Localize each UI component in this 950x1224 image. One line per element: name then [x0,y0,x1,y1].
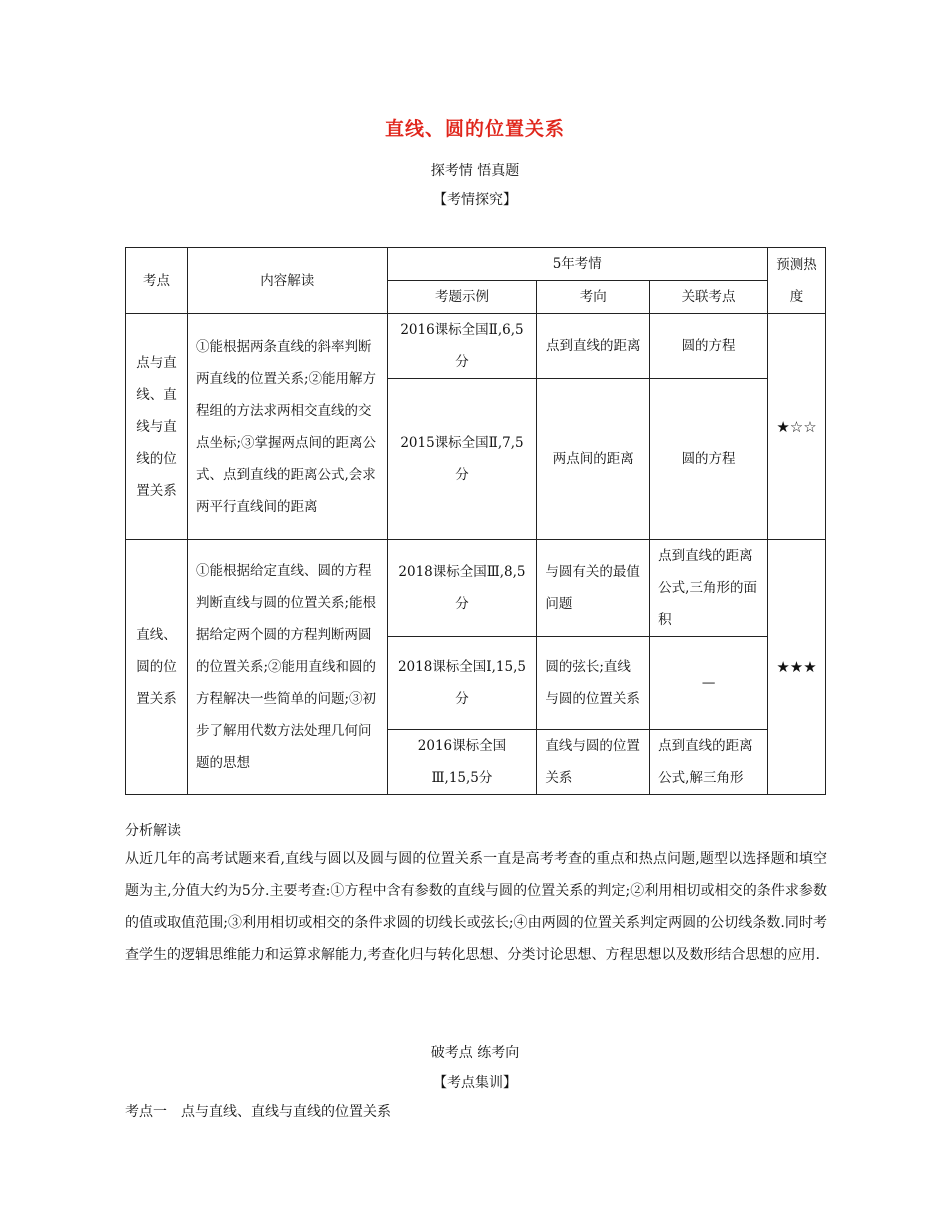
analysis-label: 分析解读 [125,823,181,839]
direction-cell: 圆的弦长;直线与圆的位置关系 [537,637,650,730]
kaodian-cell: 点与直线、直线与直线的位置关系 [126,314,188,540]
heat-rating: ★☆☆ [767,314,825,540]
section2-label: 【考点集训】 [433,1075,517,1091]
example-cell: 2018课标全国Ⅰ,15,5分 [387,637,537,730]
related-cell: 点到直线的距离公式,解三角形 [650,730,768,795]
table-row [126,540,826,637]
direction-cell: 与圆有关的最值问题 [537,540,650,637]
direction-cell: 点到直线的距离 [537,314,650,379]
related-cell: 点到直线的距离公式,三角形的面积 [650,540,768,637]
header-example: 考题示例 [387,281,537,314]
page-title: 直线、圆的位置关系 [384,118,565,140]
header-neirong: 内容解读 [187,248,387,314]
neirong-cell: ①能根据给定直线、圆的方程判断直线与圆的位置关系;能根据给定两个圆的方程判断两圆的位置关系;②能用直线和圆的方程解决一些简单的问题;③初步了解用代数方法处理几何问题的思想 [187,540,387,795]
example-cell: 2016课标全国Ⅲ,15,5分 [387,730,537,795]
kaodian-cell: 直线、圆的位置关系 [126,540,188,795]
kaodian-heading: 考点一 点与直线、直线与直线的位置关系 [125,1104,391,1120]
related-cell: 圆的方程 [650,314,768,379]
direction-cell: 直线与圆的位置关系 [537,730,650,795]
related-cell: 圆的方程 [650,379,768,540]
example-cell: 2018课标全国Ⅲ,8,5分 [387,540,537,637]
related-cell: — [650,637,768,730]
exam-analysis-table [125,247,826,795]
header-heat: 预测热度 [767,248,825,314]
table-header-row [126,248,826,281]
example-cell: 2015课标全国Ⅱ,7,5分 [387,379,537,540]
heat-rating: ★★★ [767,540,825,795]
header-related: 关联考点 [650,281,768,314]
header-five-year: 5年考情 [387,248,767,281]
section2-title: 破考点 练考向 [430,1045,520,1061]
header-kaodian: 考点 [126,248,188,314]
header-direction: 考向 [537,281,650,314]
table-row [126,314,826,379]
analysis-text: 从近几年的高考试题来看,直线与圆以及圆与圆的位置关系一直是高考考查的重点和热点问题,题型以选择题和填空题为主,分值大约为5分.主要考查:①方程中含有参数的直线与圆的位置关系的判定;②利用相切或相交的条件求参数的值或取值范围;③利用相切或相交的条件求圆的切线长或弦长;④由两圆的位置关系判定两圆的公切线条数.同时考查学生的逻辑思维能力和运算求解能力,考查化归与转化思想、分类讨论思想、方程思想以及数形结合思想的应用. [125,851,827,963]
neirong-cell: ①能根据两条直线的斜率判断两直线的位置关系;②能用解方程组的方法求两相交直线的交点坐标;③掌握两点间的距离公式、点到直线的距离公式,会求两平行直线间的距离 [187,314,387,540]
section-label: 【考情探究】 [433,192,517,208]
page-subtitle: 探考情 悟真题 [430,163,520,179]
direction-cell: 两点间的距离 [537,379,650,540]
example-cell: 2016课标全国Ⅱ,6,5分 [387,314,537,379]
